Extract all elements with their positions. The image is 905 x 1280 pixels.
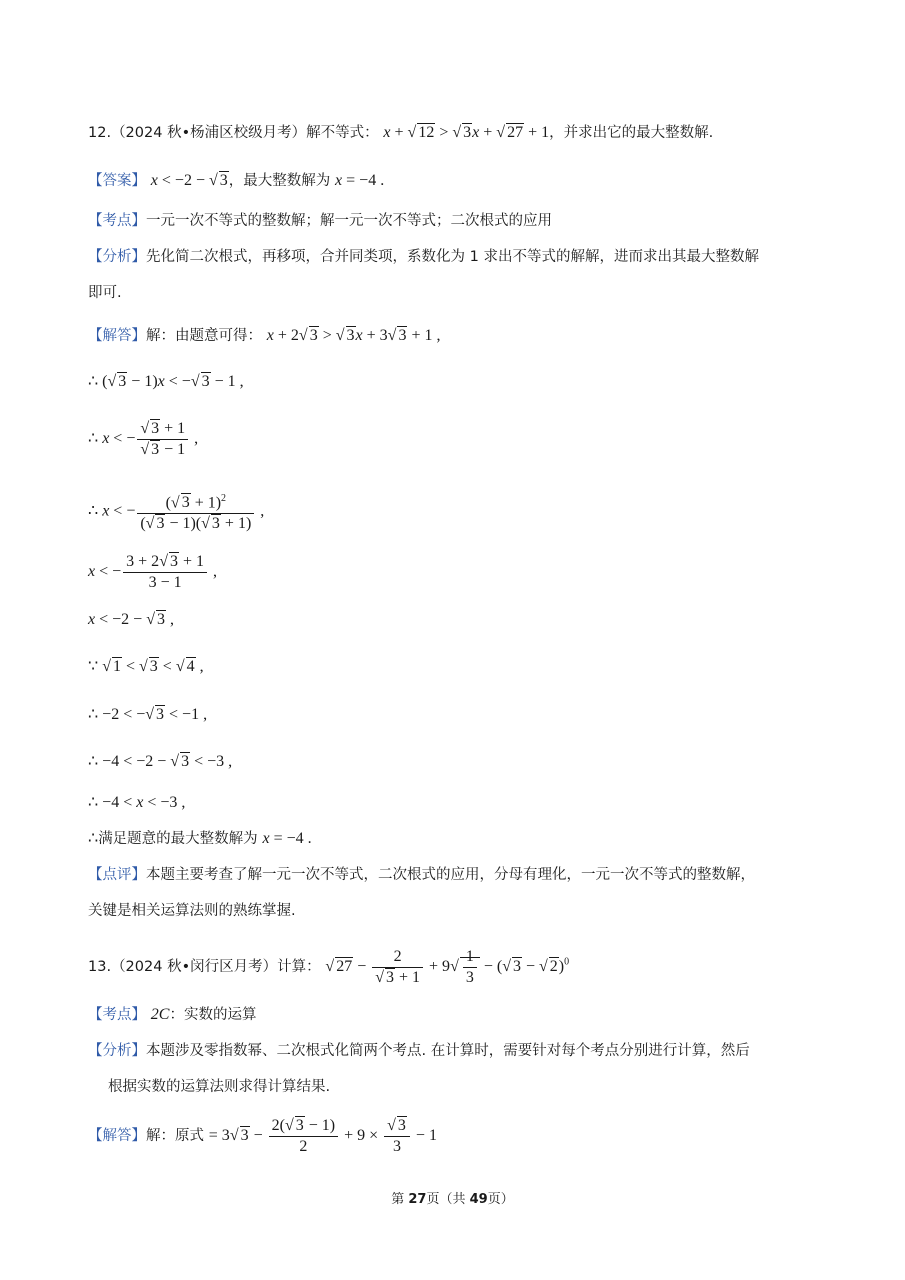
page-total: 49 <box>469 1192 488 1207</box>
jieda-text: 解：由题意可得： <box>146 328 262 344</box>
q13-kaodian-tag: 【考点】 <box>88 1007 146 1023</box>
q13-fenxi-text-2: 根据实数的运算法则求得计算结果. <box>108 1079 331 1095</box>
step-9: ∴ −4 < x < −3 , <box>88 794 186 811</box>
q12-number: 12. <box>88 125 112 141</box>
dianping-tag: 【点评】 <box>88 867 146 883</box>
q12-jieda: 【解答】解：由题意可得： x + 2√ 3 > √ 3x + 3√ 3 + 1 , <box>88 327 441 344</box>
q12-dianping-2 <box>88 900 296 921</box>
kaodian-text: 一元一次不等式的整数解；解一元一次不等式；二次根式的应用 <box>146 213 552 229</box>
step-6: ∵ √ 1 < √ 3 < √ 4 , <box>88 658 204 675</box>
q13-fenxi-text-1: 本题涉及零指数幂、二次根式化简两个考点. 在计算时，需要针对每个考点分别进行计算，然后 <box>146 1043 750 1059</box>
step-conclusion: ∴满足题意的最大整数解为 x = −4 . <box>88 830 312 847</box>
q12-inequality: x + √ 12 > √ 3x + √ 27 + 1 <box>383 124 550 141</box>
page-number: 27 <box>408 1192 427 1207</box>
jieda-tag: 【解答】 <box>88 328 146 344</box>
q13-source: （2024 秋•闵行区月考） <box>111 959 278 976</box>
step-8: ∴ −4 < −2 − √ 3 < −3 , <box>88 753 233 770</box>
q13-fenxi-tag: 【分析】 <box>88 1043 146 1059</box>
step-1: ∴ (√ 3 − 1)x < −√ 3 − 1 , <box>88 373 244 390</box>
conclusion-text: 满足题意的最大整数解为 <box>98 831 258 847</box>
fenxi-text-2: 即可. <box>88 285 122 301</box>
q12-source: （2024 秋•杨浦区校级月考） <box>111 125 307 141</box>
q13-kaodian-code: 2C <box>150 1006 170 1023</box>
q13-fenxi-2 <box>108 1076 330 1097</box>
q13-heading <box>88 948 569 987</box>
q12-prompt-b: ，并求出它的最大整数解. <box>549 125 714 141</box>
q12-dianping <box>88 864 755 885</box>
q13-jieda-text: 解：原式 <box>146 1128 204 1145</box>
dianping-text-2: 关键是相关运算法则的熟练掌握. <box>88 903 296 919</box>
step-3: ∴ x < − $\frac{(√ 3 + 1)^2}{(√ 3 - 1)(√ 3 + 1)}$ , <box>88 490 264 533</box>
answer-tag: 【答案】 <box>88 173 146 189</box>
step-4: x < − $\frac{3 + 2√ 3 + 1}{3 - 1}$ , <box>88 553 217 591</box>
q12-heading <box>88 122 713 143</box>
step-2: ∴ x < − $\frac{√ 3 + 1}{√ 3 - 1}$ , <box>88 420 199 458</box>
fenxi-text-1: 先化简二次根式，再移项，合并同类项，系数化为 1 求出不等式的解解，进而求出其最大整数解 <box>146 249 759 265</box>
q12-fenxi-2 <box>88 282 122 303</box>
q13-kaodian <box>88 1004 256 1025</box>
q13-kaodian-text: ：实数的运算 <box>169 1007 257 1023</box>
q13-fenxi <box>88 1040 750 1061</box>
q12-prompt-a: 解不等式： <box>306 125 379 141</box>
dianping-text-1: 本题主要考查了解一元一次不等式，二次根式的应用，分母有理化，一元一次不等式的整数解， <box>146 867 755 883</box>
q12-fenxi <box>88 246 759 267</box>
q13-prompt: 计算： <box>277 959 321 976</box>
step-5: x < −2 − √ 3 , <box>88 611 174 628</box>
q13-jieda-tag: 【解答】 <box>88 1128 146 1145</box>
q12-answer: 【答案】 x < −2 − √ 3，最大整数解为 x = −4 . <box>88 172 385 189</box>
page-footer: 第 27页（共 49页） <box>391 1192 514 1207</box>
q13-number: 13. <box>88 959 112 976</box>
q12-kaodian <box>88 210 552 231</box>
kaodian-tag: 【考点】 <box>88 213 146 229</box>
answer-tail: ，最大整数解为 <box>228 173 331 189</box>
step-7: ∴ −2 < −√ 3 < −1 , <box>88 706 208 723</box>
q13-expression: √ 27 − $\frac{2}{√ 3 + 1}$ + 9√ $\frac{1}{3}$ − (√ 3 − √ 2)$^0$ <box>325 948 570 986</box>
q13-jieda: 【解答】解：原式 = 3√ 3 − $\frac{2(√ 3 - 1)}{2}$ + 9 × $\frac{√ 3}{3}$ − 1 <box>88 1117 437 1155</box>
fenxi-tag: 【分析】 <box>88 249 146 265</box>
